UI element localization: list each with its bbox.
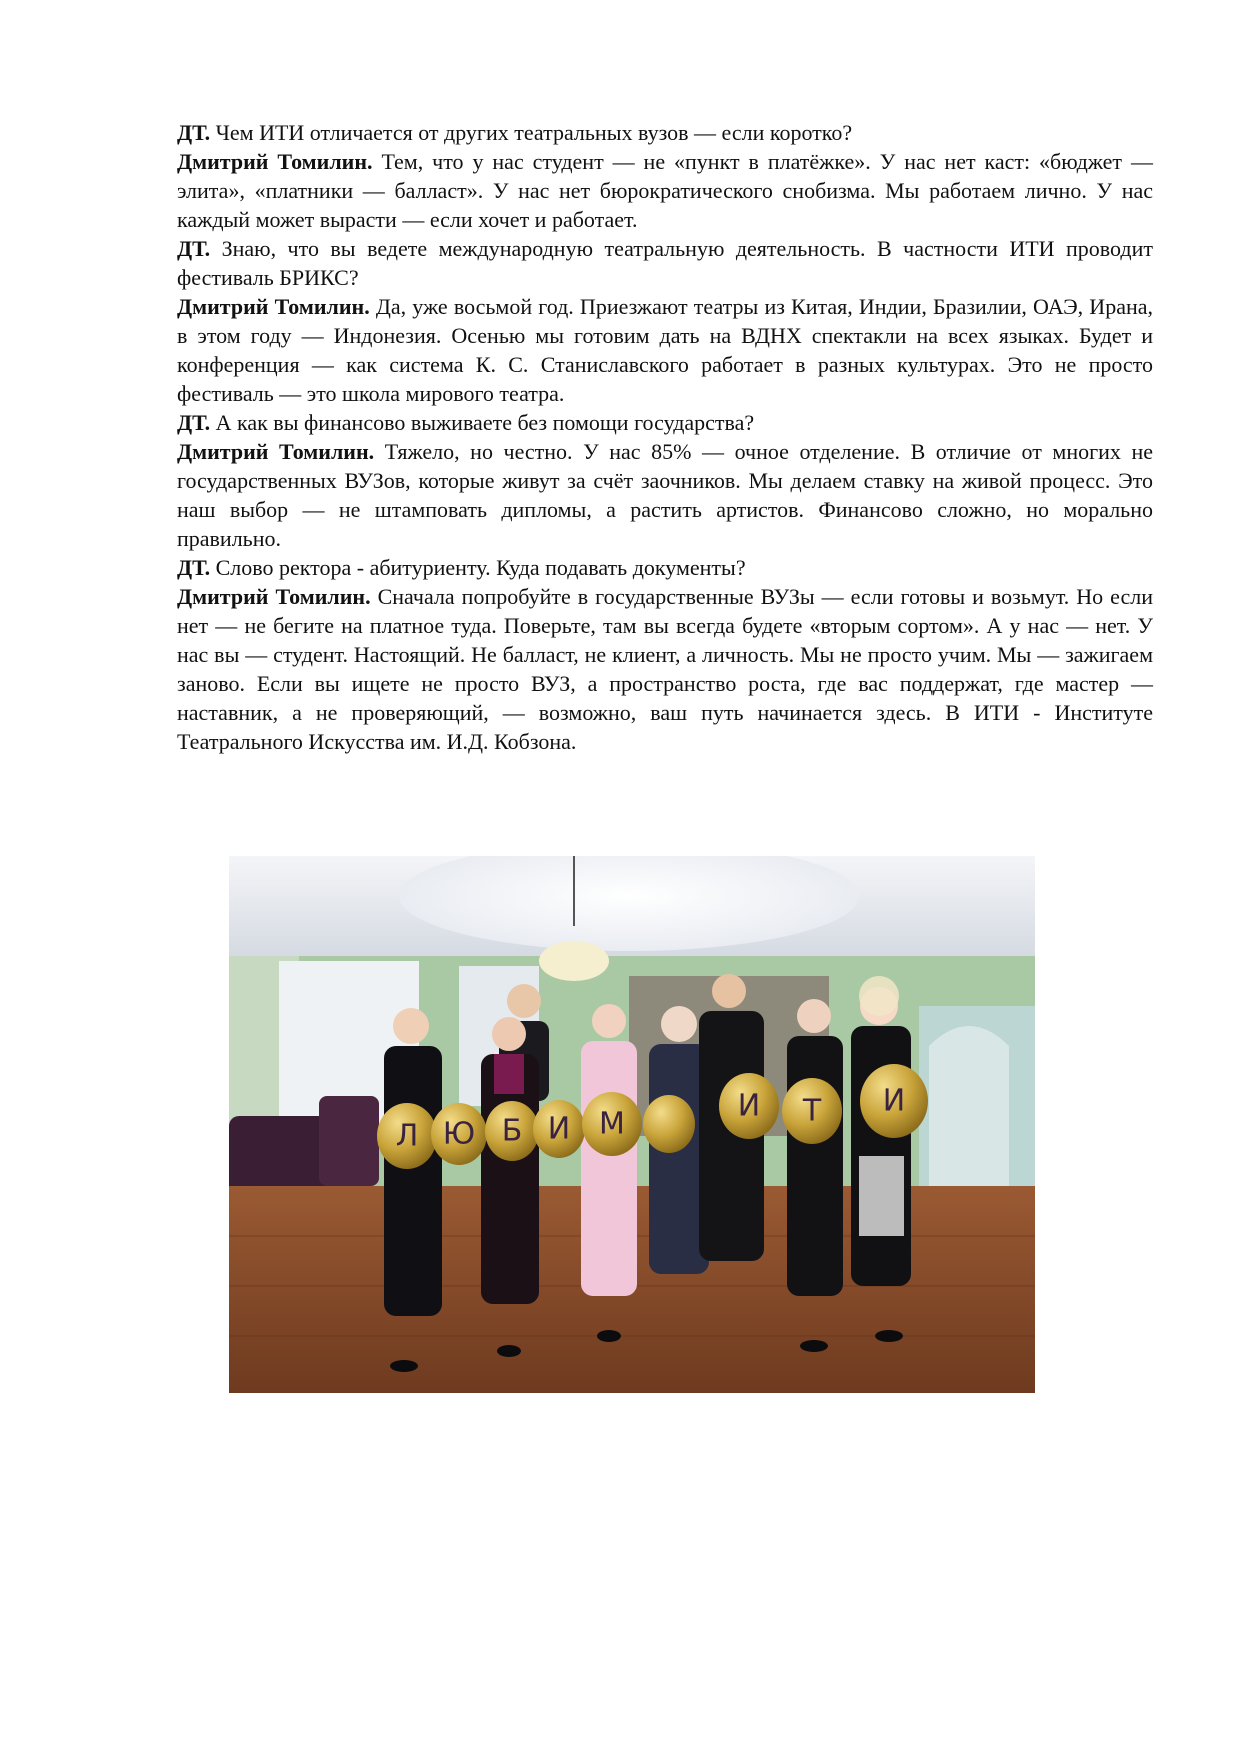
speaker-label: Дмитрий Томилин. xyxy=(177,294,370,319)
interview-paragraph xyxy=(177,553,1153,582)
paragraph-text: Знаю, что вы ведете международную театральную деятельность. В частности ИТИ проводит фестиваль БРИКС? xyxy=(177,236,1153,290)
interview-paragraph xyxy=(177,118,1153,147)
group-photo xyxy=(229,856,1035,1393)
balloon-letter: М xyxy=(599,1106,625,1142)
interview-text xyxy=(177,118,1153,756)
interview-paragraph xyxy=(177,147,1153,234)
speaker-label: ДТ. xyxy=(177,555,211,580)
paragraph-text: А как вы финансово выживаете без помощи государства? xyxy=(210,410,755,435)
paragraph-text: Тяжело, но честно. У нас 85% — очное отделение. В отличие от многих не государственных ВУЗов, которые живут за счёт заочников. Мы делаем ставку на живой процесс. Это наш выбор — не штамповать дипломы, а растить артистов. Финансово сложно, но морально правильно. xyxy=(177,439,1153,551)
balloon-letter: И xyxy=(547,1111,571,1147)
speaker-label: Дмитрий Томилин. xyxy=(177,149,373,174)
balloon-letter: Б xyxy=(501,1113,523,1149)
balloon-letter: И xyxy=(882,1083,906,1119)
paragraph-text: Сначала попробуйте в государственные ВУЗы — если готовы и возьмут. Но если нет — не бегите на платное туда. Поверьте, там вы всегда будете «вторым сортом». А у нас — нет. У нас вы — студент. Настоящий. Не балласт, не клиент, а личность. Мы не просто учим. Мы — зажигаем заново. Если вы ищете не просто ВУЗ, а пространство роста, где вас поддержат, где мастер — наставник, а не проверяющий, — возможно, ваш путь начинается здесь. В ИТИ - Институте Театрального Искусства им. И.Д. Кобзона. xyxy=(177,584,1153,754)
interview-paragraph xyxy=(177,408,1153,437)
interview-paragraph xyxy=(177,292,1153,408)
paragraph-text: Тем, что у нас студент — не «пункт в платёжке». У нас нет каст: «бюджет — элита», «платники — балласт». У нас нет бюрократического снобизма. Мы работаем лично. У нас каждый может вырасти — если хочет и работает. xyxy=(177,149,1153,232)
paragraph-text: Чем ИТИ отличается от других театральных вузов — если коротко? xyxy=(210,120,853,145)
speaker-label: Дмитрий Томилин. xyxy=(177,584,371,609)
interview-paragraph xyxy=(177,437,1153,553)
speaker-label: ДТ. xyxy=(177,410,211,435)
balloon-letter: Л xyxy=(395,1118,419,1154)
group-photo-illustration xyxy=(229,856,1035,1393)
balloon-letter: Ю xyxy=(442,1116,476,1152)
paragraph-text: Слово ректора - абитуриенту. Куда подавать документы? xyxy=(210,555,746,580)
speaker-label: ДТ. xyxy=(177,236,211,261)
paragraph-text: Да, уже восьмой год. Приезжают театры из Китая, Индии, Бразилии, ОАЭ, Ирана, в этом году — Индонезия. Осенью мы готовим дать на ВДНХ спектакли на всех языках. Будет и конференция — как система К. С. Станиславского работает в разных культурах. Это не просто фестиваль — это школа мирового театра. xyxy=(177,294,1153,406)
balloon xyxy=(643,1095,695,1153)
balloon-letter: И xyxy=(737,1088,761,1124)
speaker-label: Дмитрий Томилин. xyxy=(177,439,375,464)
interview-paragraph xyxy=(177,234,1153,292)
balloon-letter: Т xyxy=(802,1093,822,1129)
speaker-label: ДТ. xyxy=(177,120,211,145)
interview-paragraph xyxy=(177,582,1153,756)
